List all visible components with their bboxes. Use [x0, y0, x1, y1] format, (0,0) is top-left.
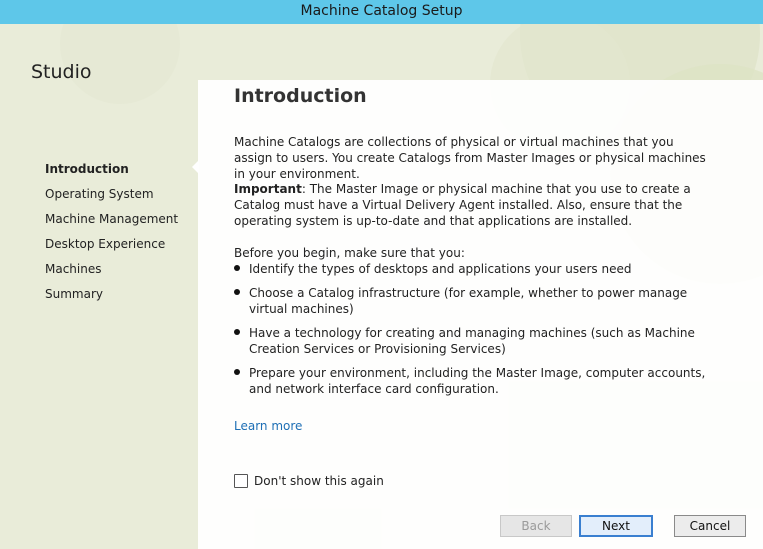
learn-more-link[interactable]: Learn more [234, 419, 303, 433]
bullet-icon [234, 265, 240, 271]
nav-step-operating-system[interactable]: Operating System [45, 187, 154, 201]
dont-show-again-label: Don't show this again [254, 474, 384, 488]
list-item-text: Prepare your environment, including the Master Image, computer accounts, and network interface card configuration. [249, 366, 706, 396]
list-item [234, 365, 714, 397]
bullet-icon [234, 369, 240, 375]
bullet-icon [234, 329, 240, 335]
nav-step-machines[interactable]: Machines [45, 262, 102, 276]
nav-step-machine-management[interactable]: Machine Management [45, 212, 179, 226]
wizard-steps-nav [45, 160, 178, 310]
active-step-pointer [192, 160, 199, 174]
cancel-button[interactable]: Cancel [674, 515, 746, 537]
page-title: Introduction [234, 85, 367, 107]
list-item [234, 325, 714, 357]
list-item-text: Have a technology for creating and managing machines (such as Machine Creation Services or Provisioning Services) [249, 326, 695, 356]
nav-step-introduction[interactable]: Introduction [45, 162, 129, 176]
important-label: Important [234, 182, 302, 196]
window-title-bar [0, 0, 763, 24]
nav-step-desktop-experience[interactable]: Desktop Experience [45, 237, 166, 251]
window-title: Machine Catalog Setup [300, 3, 463, 19]
list-item [234, 285, 714, 317]
before-you-begin-text: Before you begin, make sure that you: [234, 246, 465, 260]
list-item-text: Identify the types of desktops and applications your users need [249, 262, 632, 276]
important-paragraph [234, 181, 714, 229]
list-item-text: Choose a Catalog infrastructure (for example, whether to power manage virtual machines) [249, 286, 688, 316]
nav-step-summary[interactable]: Summary [45, 287, 103, 301]
back-button[interactable]: Back [500, 515, 572, 537]
important-text: : The Master Image or physical machine that you use to create a Catalog must have a Virtual Delivery Agent installed. Also, ensure that the operating system is up-to-date and that applications are installed. [234, 182, 691, 228]
dont-show-again-checkbox[interactable] [234, 474, 248, 488]
prerequisite-list [234, 261, 714, 405]
studio-title: Studio [31, 61, 92, 83]
intro-paragraph: Machine Catalogs are collections of physical or virtual machines that you assign to users. You create Catalogs from Master Images or physical machines in your environment. [234, 135, 706, 181]
next-button[interactable]: Next [579, 515, 653, 537]
bullet-icon [234, 289, 240, 295]
list-item [234, 261, 714, 277]
dont-show-again-option[interactable] [234, 474, 384, 488]
